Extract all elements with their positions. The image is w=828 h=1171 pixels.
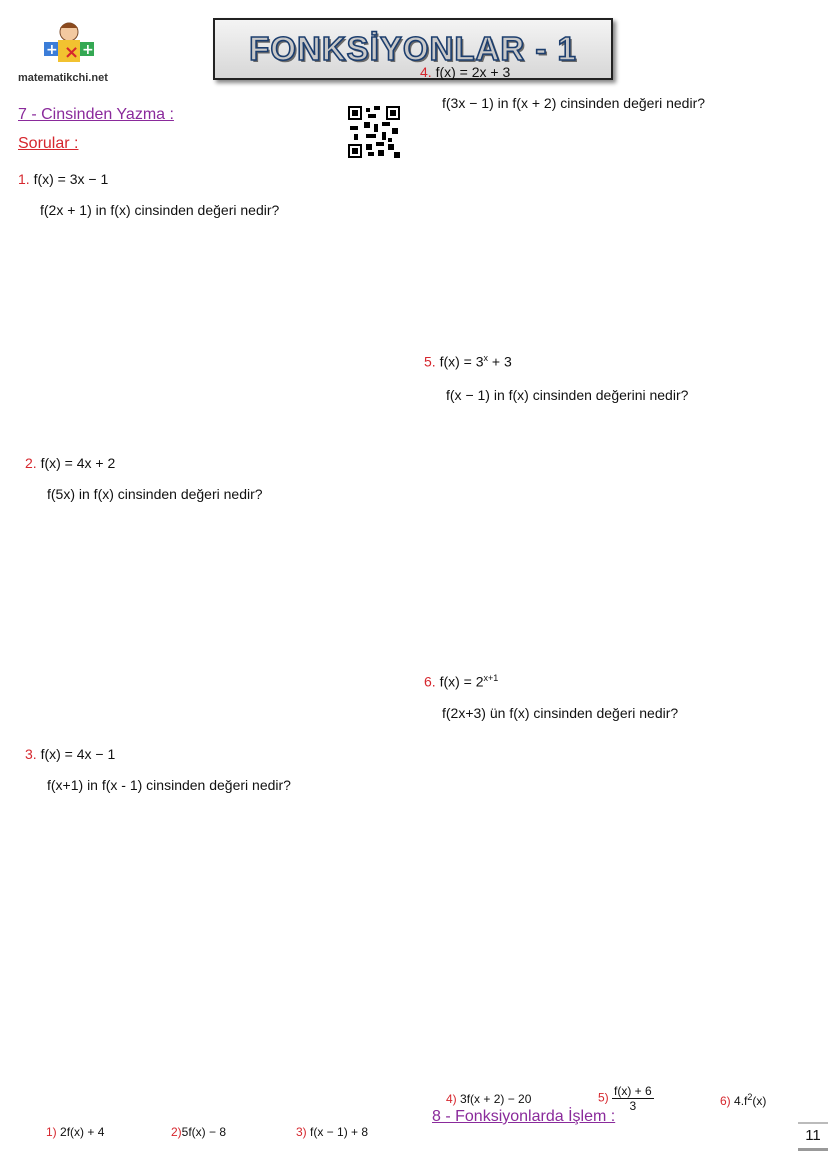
question-text: f(2x + 1) in f(x) cinsinden değeri nedir? — [40, 202, 280, 218]
answer-tail: (x) — [752, 1094, 767, 1108]
question-4 — [420, 64, 510, 80]
question-5 — [424, 353, 512, 370]
svg-text:×: × — [64, 42, 80, 63]
question-number: 1. — [18, 171, 30, 187]
answer-fraction — [612, 1084, 654, 1113]
question-6 — [424, 673, 498, 690]
answer-value: 5f(x) − 8 — [181, 1125, 227, 1139]
answer-value: 2f(x) + 4 — [60, 1125, 105, 1139]
answer-2 — [171, 1125, 226, 1139]
question-text: f(2x+3) ün f(x) cinsinden değeri nedir? — [442, 705, 679, 721]
answer-1 — [46, 1125, 104, 1139]
question-formula: f(x) = 2x + 3 — [435, 64, 511, 80]
answer-number: 2) — [171, 1125, 182, 1139]
question-formula: f(x) = 3x − 1 — [33, 171, 109, 187]
answer-number: 4) — [446, 1092, 457, 1106]
question-formula-base: f(x) = 2 — [439, 673, 484, 690]
question-formula-exponent: x+1 — [483, 673, 499, 683]
qr-code — [348, 106, 400, 158]
answer-4 — [446, 1092, 531, 1106]
next-section-heading: 8 - Fonksiyonlarda İşlem : — [432, 1108, 616, 1125]
answer-3 — [296, 1125, 368, 1139]
question-text: f(5x) in f(x) cinsinden değeri nedir? — [47, 486, 263, 502]
answer-number: 5) — [598, 1090, 609, 1105]
question-formula-exponent: x — [483, 353, 489, 363]
question-1 — [18, 171, 108, 187]
brand-name: matematikchi.net — [18, 72, 108, 84]
question-number: 4. — [420, 64, 432, 80]
answer-number: 3) — [296, 1125, 307, 1139]
svg-text:+: + — [46, 42, 58, 58]
question-2 — [25, 455, 115, 471]
answer-value: f(x − 1) + 8 — [310, 1125, 369, 1139]
answer-value: 4.f — [734, 1094, 748, 1108]
section-heading: 7 - Cinsinden Yazma : — [18, 106, 174, 123]
page-title-box — [213, 18, 613, 80]
answer-number: 6) — [720, 1094, 731, 1108]
question-number: 3. — [25, 746, 37, 762]
question-number: 6. — [424, 673, 436, 690]
answer-value: 3f(x + 2) − 20 — [460, 1092, 532, 1106]
fraction-denominator: 3 — [629, 1099, 637, 1113]
question-number: 5. — [424, 353, 436, 370]
answer-number: 1) — [46, 1125, 57, 1139]
question-3 — [25, 746, 115, 762]
answer-exponent: 2 — [747, 1092, 753, 1102]
question-formula-base: f(x) = 3 — [439, 353, 484, 370]
answer-6 — [720, 1092, 766, 1108]
question-text: f(x+1) in f(x - 1) cinsinden değeri nedir? — [47, 777, 291, 793]
question-text: f(x − 1) in f(x) cinsinden değerini nedir? — [446, 387, 689, 403]
fraction-numerator: f(x) + 6 — [614, 1084, 652, 1098]
question-formula: f(x) = 4x − 1 — [40, 746, 116, 762]
page-title: FONKSİYONLAR - 1 — [249, 30, 577, 67]
question-number: 2. — [25, 455, 37, 471]
question-formula: f(x) = 4x + 2 — [40, 455, 116, 471]
page-number: 11 — [798, 1122, 828, 1151]
svg-text:+: + — [82, 42, 94, 58]
questions-heading: Sorular : — [18, 135, 79, 152]
question-text: f(3x − 1) in f(x + 2) cinsinden değeri nedir? — [442, 95, 706, 111]
question-formula-tail: + 3 — [488, 353, 512, 370]
